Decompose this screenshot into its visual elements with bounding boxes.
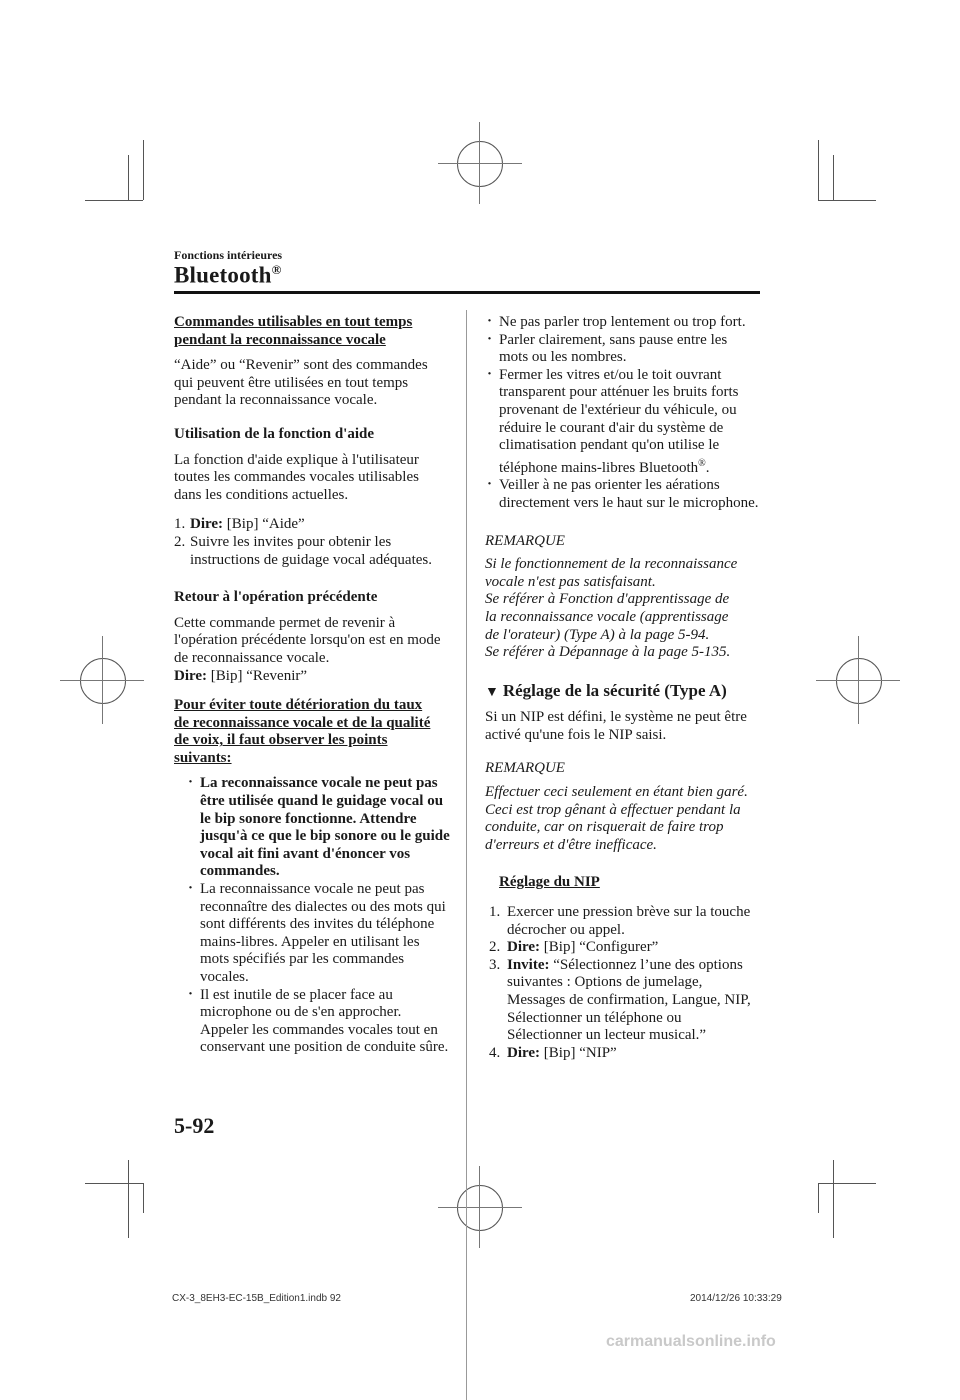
page-title-text: Bluetooth xyxy=(174,262,272,288)
heading-commands xyxy=(174,314,450,349)
heading-back: Retour à l'opération précédente xyxy=(174,589,378,606)
right-column xyxy=(485,314,759,1062)
page-title xyxy=(174,262,282,289)
pin-heading: Réglage du NIP xyxy=(499,874,600,891)
list-item: · La reconnaissance vocale ne peut pas reconnaître des dialectes ou des mots qui sont différents des invites du téléphone mains-libres. Appeler en utilisant les mots spécifiés par les commandes vocales. xyxy=(186,881,450,987)
watermark: carmanualsonline.info xyxy=(606,1333,776,1350)
quality-bullets xyxy=(174,775,450,1057)
help-steps xyxy=(174,516,450,569)
registered-mark: ® xyxy=(271,262,282,277)
note-title: REMARQUE xyxy=(485,532,565,549)
list-item: 4. Dire: [Bip] “NIP” xyxy=(489,1044,617,1061)
paragraph-commands: “Aide” ou “Revenir” sont des commandes qui peuvent être utilisées en tout temps pendant la reconnaissance vocale. xyxy=(174,357,428,409)
speech-bullets xyxy=(485,314,759,513)
list-item: 2. Suivre les invites pour obtenir les instructions de guidage vocal adéquates. xyxy=(174,533,433,568)
paragraph-back: Cette commande permet de revenir à l'opération précédente lorsqu'on est en mode de reconnaissance vocale. xyxy=(174,614,441,666)
registered-mark: ® xyxy=(698,457,706,469)
heading-help: Utilisation de la fonction d'aide xyxy=(174,425,375,442)
paragraph-help: La fonction d'aide explique à l'utilisateur toutes les commandes vocales utilisables dans les conditions actuelles. xyxy=(174,451,419,503)
heading-commands-line1: Commandes utilisables en tout temps xyxy=(174,314,413,330)
triangle-down-icon: ▼ xyxy=(485,684,499,700)
list-item: 1. Exercer une pression brève sur la touche décrocher ou appel. xyxy=(489,904,751,938)
paragraph-back-command: Dire: [Bip] “Revenir” xyxy=(174,667,308,684)
heading-commands-line2: pendant la reconnaissance vocale xyxy=(174,331,386,348)
security-heading: ▼ Réglage de la sécurité (Type A) xyxy=(485,680,727,700)
page-number: 5-92 xyxy=(174,1113,215,1138)
left-column xyxy=(174,314,450,1057)
footer-file-name: CX-3_8EH3-EC-15B_Edition1.indb 92 xyxy=(172,1293,341,1304)
list-item: 3. Invite: “Sélectionnez l’une des options suivantes : Options de jumelage, Messages de confirmation, Langue, NIP, Sélectionner un téléphone ou Sélectionner un lecteur musical.” xyxy=(489,956,751,1044)
security-paragraph: Si un NIP est défini, le système ne peut être activé qu'une fois le NIP saisi. xyxy=(485,709,747,743)
header-rule xyxy=(174,291,760,294)
pin-steps xyxy=(485,904,759,1062)
list-item: · Parler clairement, sans pause entre les mots ou les nombres. xyxy=(485,332,759,367)
note-body: Si le fonctionnement de la reconnaissance vocale n'est pas satisfaisant. Se référer à Fonction d'apprentissage de la reconnaissance vocale (apprentissage de l'orateur) (Type A) à la page 5-94. Se référer à Dépannage à la page 5-135. xyxy=(485,556,738,661)
list-item: 1. Dire: [Bip] “Aide” xyxy=(174,516,305,533)
heading-quality: Pour éviter toute détérioration du taux de reconnaissance vocale et de la qualité de voix, il faut observer les points suivants: xyxy=(174,697,431,766)
footer-timestamp: 2014/12/26 10:33:29 xyxy=(690,1293,782,1304)
column-divider xyxy=(466,310,467,1400)
list-item: · Veiller à ne pas orienter les aérations directement vers le haut sur le microphone. xyxy=(485,477,759,512)
note-title: REMARQUE xyxy=(485,760,565,777)
list-item: · Fermer les vitres et/ou le toit ouvrant transparent pour atténuer les bruits forts provenant de l'extérieur du véhicule, ou réduire le courant d'air du système de climatisation pendant qu'on utilise le téléphone mains-libres Bluetooth®. xyxy=(485,367,759,478)
section-label: Fonctions intérieures xyxy=(174,248,283,262)
note-body: Effectuer ceci seulement en étant bien garé. Ceci est trop gênant à effectuer pendant la conduite, car on risquerait de faire trop d'erreurs et d'être inefficace. xyxy=(485,784,748,853)
list-item: · Ne pas parler trop lentement ou trop fort. xyxy=(485,314,759,332)
list-item: · La reconnaissance vocale ne peut pas être utilisée quand le guidage vocal ou le bip sonore fonctionne. Attendre jusqu'à ce que le bip sonore ou le guide vocal ait fini avant d'énoncer vos commandes. xyxy=(186,775,450,881)
list-item: 2. Dire: [Bip] “Configurer” xyxy=(489,939,659,956)
list-item: · Il est inutile de se placer face au microphone ou de s'en approcher. Appeler les commandes vocales tout en conservant une position de conduite sûre. xyxy=(186,987,450,1057)
